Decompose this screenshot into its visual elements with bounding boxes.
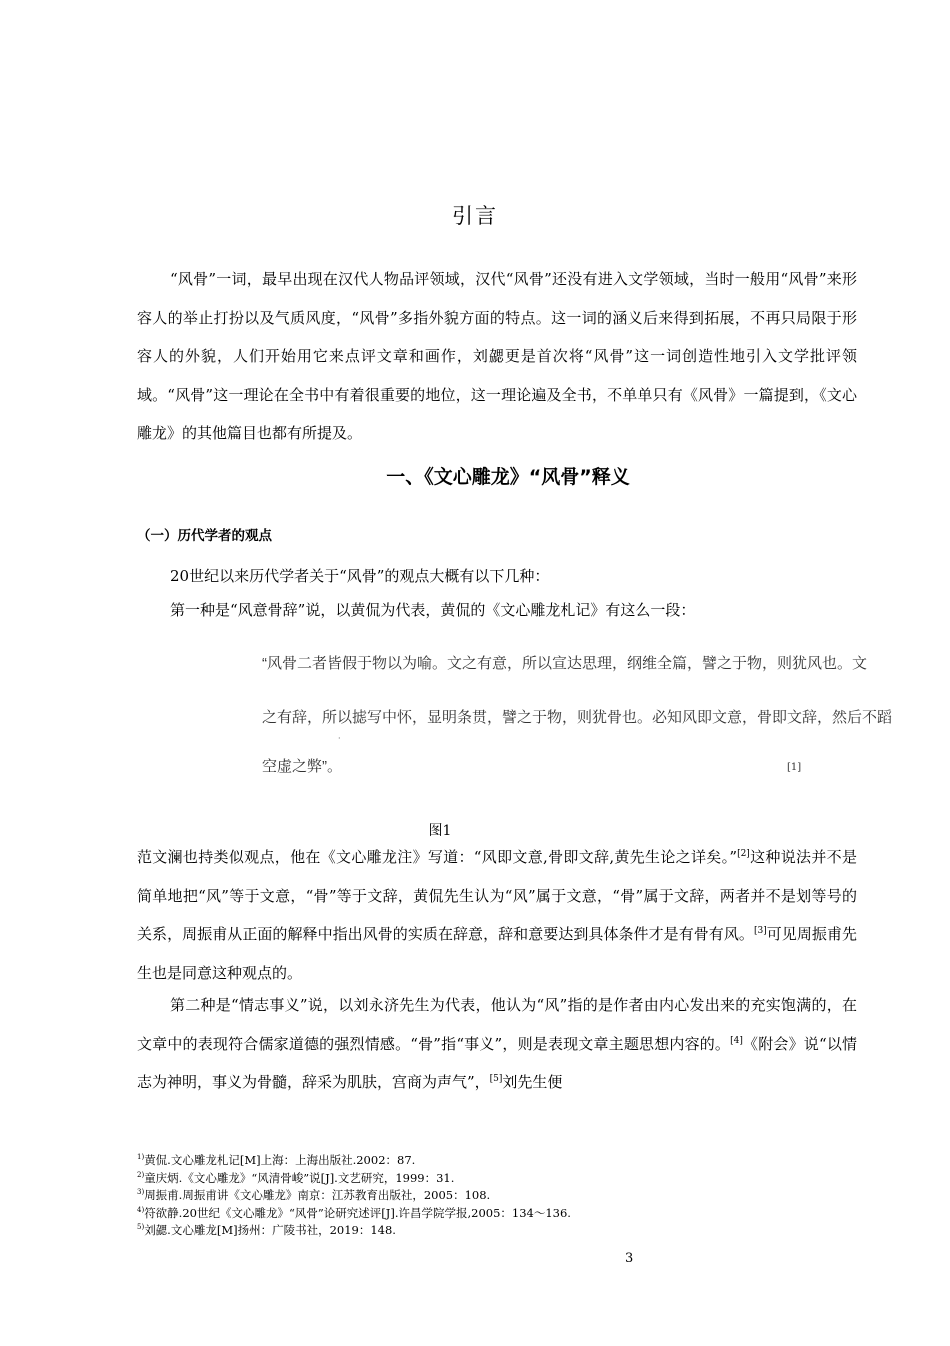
footnote-text: 童庆炳.《文心雕龙》“风清骨峻”说[J].文艺研究，1999：31.: [144, 1170, 455, 1185]
footnote: [137, 1170, 571, 1188]
citation-marker: [3]: [753, 926, 767, 936]
footnote-text: 黄侃.文心雕龙札记[M]上海：上海出版社.2002：87.: [144, 1153, 416, 1167]
footnote: [137, 1152, 571, 1170]
footnote: [137, 1222, 571, 1240]
figure-caption: 图1: [428, 823, 452, 839]
footnotes: [137, 1152, 571, 1240]
body-line-views: 20世纪以来历代学者关于“风骨”的观点大概有以下几种：: [170, 567, 550, 585]
paragraph-text: 范文澜也持类似观点，他在《文心雕龙注》写道：“风即文意,骨即文辞,黄先生论之详矣。”: [137, 848, 738, 866]
footnote-text: 周振甫.周振甫讲《文心雕龙》南京：江苏教育出版社，2005：108.: [144, 1188, 491, 1202]
figure-dot: ·: [338, 734, 341, 743]
footnote-number: 2): [137, 1170, 145, 1179]
paragraph-text: 《附会》说“以情志为神明，事义为骨髓，辞采为肌肤，宫商为声气”，: [137, 1034, 857, 1091]
footnote: [137, 1205, 571, 1223]
intro-paragraph: “风骨”一词，最早出现在汉代人物品评领域，汉代“风骨”还没有进入文学领域，当时一般用“风骨”来形容人的举止打扮以及气质风度，“风骨”多指外貌方面的特点。这一词的涵义后来得到拓展，不再只局限于形容人的外貌，人们开始用它来点评文章和画作，刘勰更是首次将“风骨”这一词创造性地引入文学批评领域。“风骨”这一理论在全书中有着很重要的地位，这一理论遍及全书，不单单只有《风骨》一篇提到，《文心雕龙》的其他篇目也都有所提及。: [137, 270, 857, 442]
intro-heading: 引言: [452, 204, 498, 228]
footnote-text: 符欲静.20世纪《文心雕龙》“风骨”论研究述评[J].许昌学院学报,2005：134～136.: [144, 1205, 571, 1220]
paragraph-text: 第二种是“情志事义”说，以刘永济先生为代表，他认为“风”指的是作者由内心发出来的充实饱满的，在文章中的表现符合儒家道德的强烈情感。“骨”指“事义”，则是表现文章主题思想内容的。: [137, 996, 857, 1053]
paragraph-second-view: [137, 986, 857, 1102]
paragraph-text: 这种说法并不是简单地把“风”等于文意，“骨”等于文辞，黄侃先生认为“风”属于文意，“骨”属于文辞，两者并不是划等号的关系，周振甫从正面的解释中指出风骨的实质在辞意，辞和意要达到具体条件才是有骨有风。: [137, 848, 857, 943]
page-number: 3: [625, 1251, 634, 1266]
footnote-text: 刘勰.文心雕龙[M]扬州：广陵书社，2019：148.: [144, 1223, 396, 1237]
section-heading: 一、《文心雕龙》“风骨”释义: [386, 466, 630, 488]
footnote: [137, 1187, 571, 1205]
footnote-number: 3): [137, 1188, 145, 1197]
subsection-heading: （一）历代学者的观点: [137, 528, 272, 544]
paragraph-text: 刘先生便: [502, 1073, 563, 1091]
footnote-number: 1): [137, 1153, 145, 1162]
body-line-first-view: 第一种是“风意骨辞”说，以黄侃为代表，黄侃的《文心雕龙札记》有这么一段：: [170, 601, 696, 619]
paragraph-fan-wenlan: [137, 838, 857, 992]
footnote-number: 5): [137, 1223, 145, 1232]
quote-line: 之有辞，所以摅写中怀，显明条贯，譬之于物，则犹骨也。必知风即文意，骨即文辞，然后不蹈: [262, 709, 893, 726]
figure-reference: [1]: [787, 762, 802, 773]
citation-marker: [4]: [730, 1035, 743, 1046]
quote-line: “风骨二者皆假于物以为喻。文之有意，所以宣达思理，纲维全篇，譬之于物，则犹风也。文: [262, 655, 867, 672]
citation-marker: [2]: [737, 849, 750, 859]
footnote-number: 4): [137, 1205, 145, 1214]
citation-marker: [5]: [489, 1074, 503, 1084]
paragraph-text: 可见周振甫先生也是同意这种观点的。: [137, 925, 857, 982]
quote-line: 空虚之弊”。: [262, 758, 342, 775]
